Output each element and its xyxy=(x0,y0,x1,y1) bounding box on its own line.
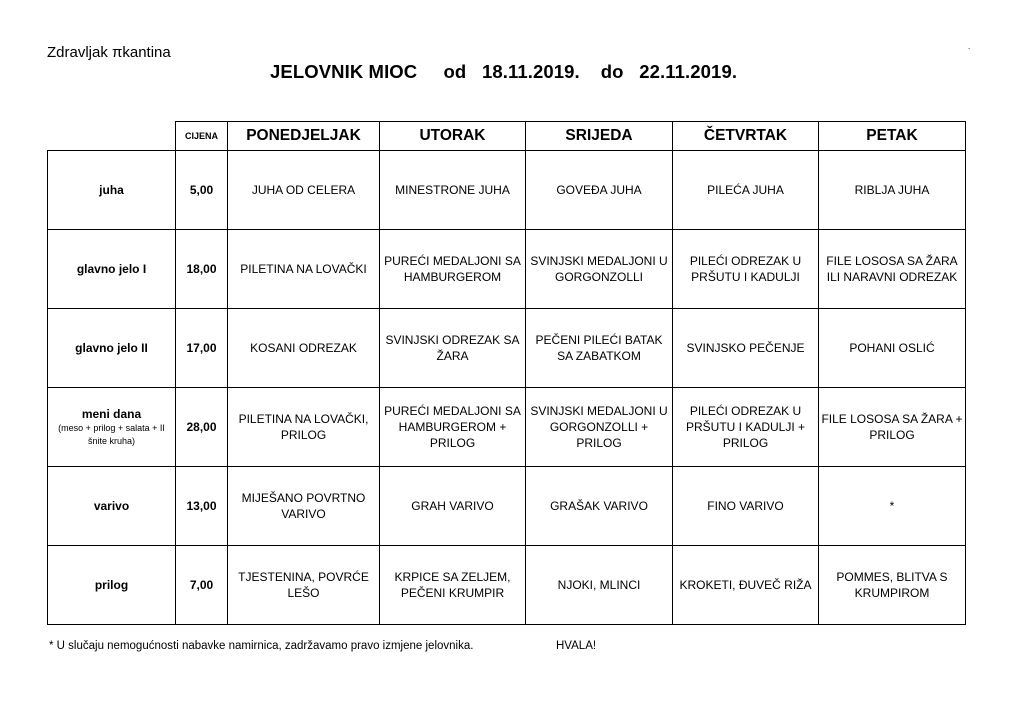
dish-cell: GOVEĐA JUHA xyxy=(526,151,673,230)
menu-row-meni-dana xyxy=(48,388,966,467)
dish-cell: SVINJSKI MEDALJONI U GORGONZOLLI + PRILOG xyxy=(526,388,673,467)
menu-row-prilog xyxy=(48,546,966,625)
row-label: varivo xyxy=(48,467,176,546)
dish-cell: JUHA OD CELERA xyxy=(228,151,380,230)
row-price: 18,00 xyxy=(176,230,228,309)
day-header-friday: PETAK xyxy=(819,122,966,151)
dish-cell: FILE LOSOSA SA ŽARA ILI NARAVNI ODREZAK xyxy=(819,230,966,309)
row-price: 5,00 xyxy=(176,151,228,230)
dish-cell: MIJEŠANO POVRTNO VARIVO xyxy=(228,467,380,546)
menu-row-varivo xyxy=(48,467,966,546)
dish-cell: KOSANI ODREZAK xyxy=(228,309,380,388)
price-column-header: CIJENA xyxy=(176,122,228,151)
dish-cell: * xyxy=(819,467,966,546)
dish-cell: SVINJSKO PEČENJE xyxy=(673,309,819,388)
empty-corner-cell xyxy=(48,122,176,151)
dish-cell: PILEĆA JUHA xyxy=(673,151,819,230)
dish-cell: PILEĆI ODREZAK U PRŠUTU I KADULJI + PRILOG xyxy=(673,388,819,467)
menu-row-glavno-jelo-1 xyxy=(48,230,966,309)
row-note: (meso + prilog + salata + II šnite kruha) xyxy=(58,423,165,446)
corner-mark: . xyxy=(968,42,971,51)
row-label: meni dana xyxy=(81,407,142,421)
row-price: 17,00 xyxy=(176,309,228,388)
dish-cell: NJOKI, MLINCI xyxy=(526,546,673,625)
dish-cell: PILETINA NA LOVAČKI xyxy=(228,230,380,309)
header-row xyxy=(48,122,966,151)
menu-title: JELOVNIK MIOC od 18.11.2019. do 22.11.2019. xyxy=(270,61,738,82)
row-price: 28,00 xyxy=(176,388,228,467)
menu-row-juha xyxy=(48,151,966,230)
day-header-wednesday: SRIJEDA xyxy=(526,122,673,151)
dish-cell: POMMES, BLITVA S KRUMPIROM xyxy=(819,546,966,625)
dish-cell: RIBLJA JUHA xyxy=(819,151,966,230)
row-price: 7,00 xyxy=(176,546,228,625)
row-label-with-note xyxy=(48,388,176,467)
row-label: glavno jelo I xyxy=(48,230,176,309)
dish-cell: GRAŠAK VARIVO xyxy=(526,467,673,546)
dish-cell: FILE LOSOSA SA ŽARA + PRILOG xyxy=(819,388,966,467)
dish-cell: PILETINA NA LOVAČKI, PRILOG xyxy=(228,388,380,467)
day-header-thursday: ČETVRTAK xyxy=(673,122,819,151)
day-header-tuesday: UTORAK xyxy=(380,122,526,151)
dish-cell: PEČENI PILEĆI BATAK SA ZABATKOM xyxy=(526,309,673,388)
thanks-note: HVALA! xyxy=(556,640,597,652)
day-header-monday: PONEDJELJAK xyxy=(228,122,380,151)
dish-cell: KRPICE SA ZELJEM, PEČENI KRUMPIR xyxy=(380,546,526,625)
dish-cell: FINO VARIVO xyxy=(673,467,819,546)
dish-cell: MINESTRONE JUHA xyxy=(380,151,526,230)
dish-cell: POHANI OSLIĆ xyxy=(819,309,966,388)
footnote: * U slučaju nemogućnosti nabavke namirnica, zadržavamo pravo izmjene jelovnika. xyxy=(49,640,474,652)
row-price: 13,00 xyxy=(176,467,228,546)
dish-cell: PILEĆI ODREZAK U PRŠUTU I KADULJI xyxy=(673,230,819,309)
dish-cell: GRAH VARIVO xyxy=(380,467,526,546)
dish-cell: TJESTENINA, POVRĆE LEŠO xyxy=(228,546,380,625)
dish-cell: PUREĆI MEDALJONI SA HAMBURGEROM + PRILOG xyxy=(380,388,526,467)
dish-cell: SVINJSKI ODREZAK SA ŽARA xyxy=(380,309,526,388)
row-label: prilog xyxy=(48,546,176,625)
weekly-menu-table xyxy=(47,121,966,625)
row-label: glavno jelo II xyxy=(48,309,176,388)
dish-cell: SVINJSKI MEDALJONI U GORGONZOLLI xyxy=(526,230,673,309)
dish-cell: KROKETI, ĐUVEČ RIŽA xyxy=(673,546,819,625)
menu-row-glavno-jelo-2 xyxy=(48,309,966,388)
row-label: juha xyxy=(48,151,176,230)
canteen-name: Zdravljak πkantina xyxy=(47,44,171,61)
dish-cell: PUREĆI MEDALJONI SA HAMBURGEROM xyxy=(380,230,526,309)
